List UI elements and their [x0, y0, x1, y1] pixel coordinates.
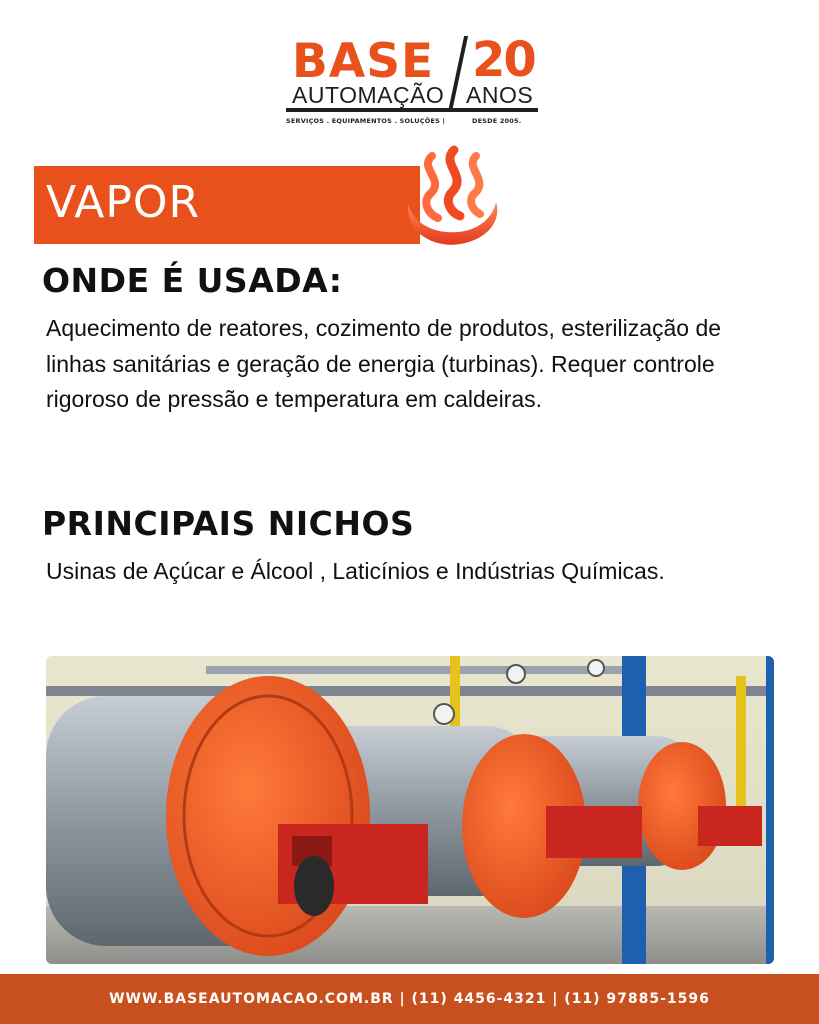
steam-heat-icon — [398, 144, 508, 256]
logo-tagline — [286, 118, 538, 125]
logo-tagline-services: SERVIÇOS . EQUIPAMENTOS . SOLUÇÕES | — [286, 117, 446, 125]
industrial-boilers-photo — [46, 656, 774, 964]
logo-base-text: BASE — [292, 34, 435, 89]
logo-tagline-since: DESDE 2005. — [472, 117, 522, 125]
usage-heading: ONDE É USADA: — [42, 261, 343, 300]
logo-automacao-text: AUTOMAÇÃO — [292, 82, 445, 108]
vapor-banner — [34, 166, 420, 244]
usage-description: Aquecimento de reatores, cozimento de produtos, esterilização de linhas sanitárias e geração de energia (turbinas). Requer controle rigoroso de pressão e temperatura em caldeiras. — [46, 315, 722, 413]
logo-anos-text: ANOS — [466, 82, 534, 108]
footer-bar — [0, 974, 819, 1024]
footer-contact: WWW.BASEAUTOMACAO.COM.BR | (11) 4456-4321 | (11) 97885-1596 — [109, 991, 710, 1007]
niches-description: Usinas de Açúcar e Álcool , Laticínios e Indústrias Químicas. — [46, 558, 665, 584]
banner-title: VAPOR — [46, 177, 201, 228]
logo-20-text: 20 — [472, 32, 535, 88]
niches-heading: PRINCIPAIS NICHOS — [42, 504, 415, 543]
brand-logo — [286, 34, 538, 130]
logo-underline — [286, 108, 538, 112]
